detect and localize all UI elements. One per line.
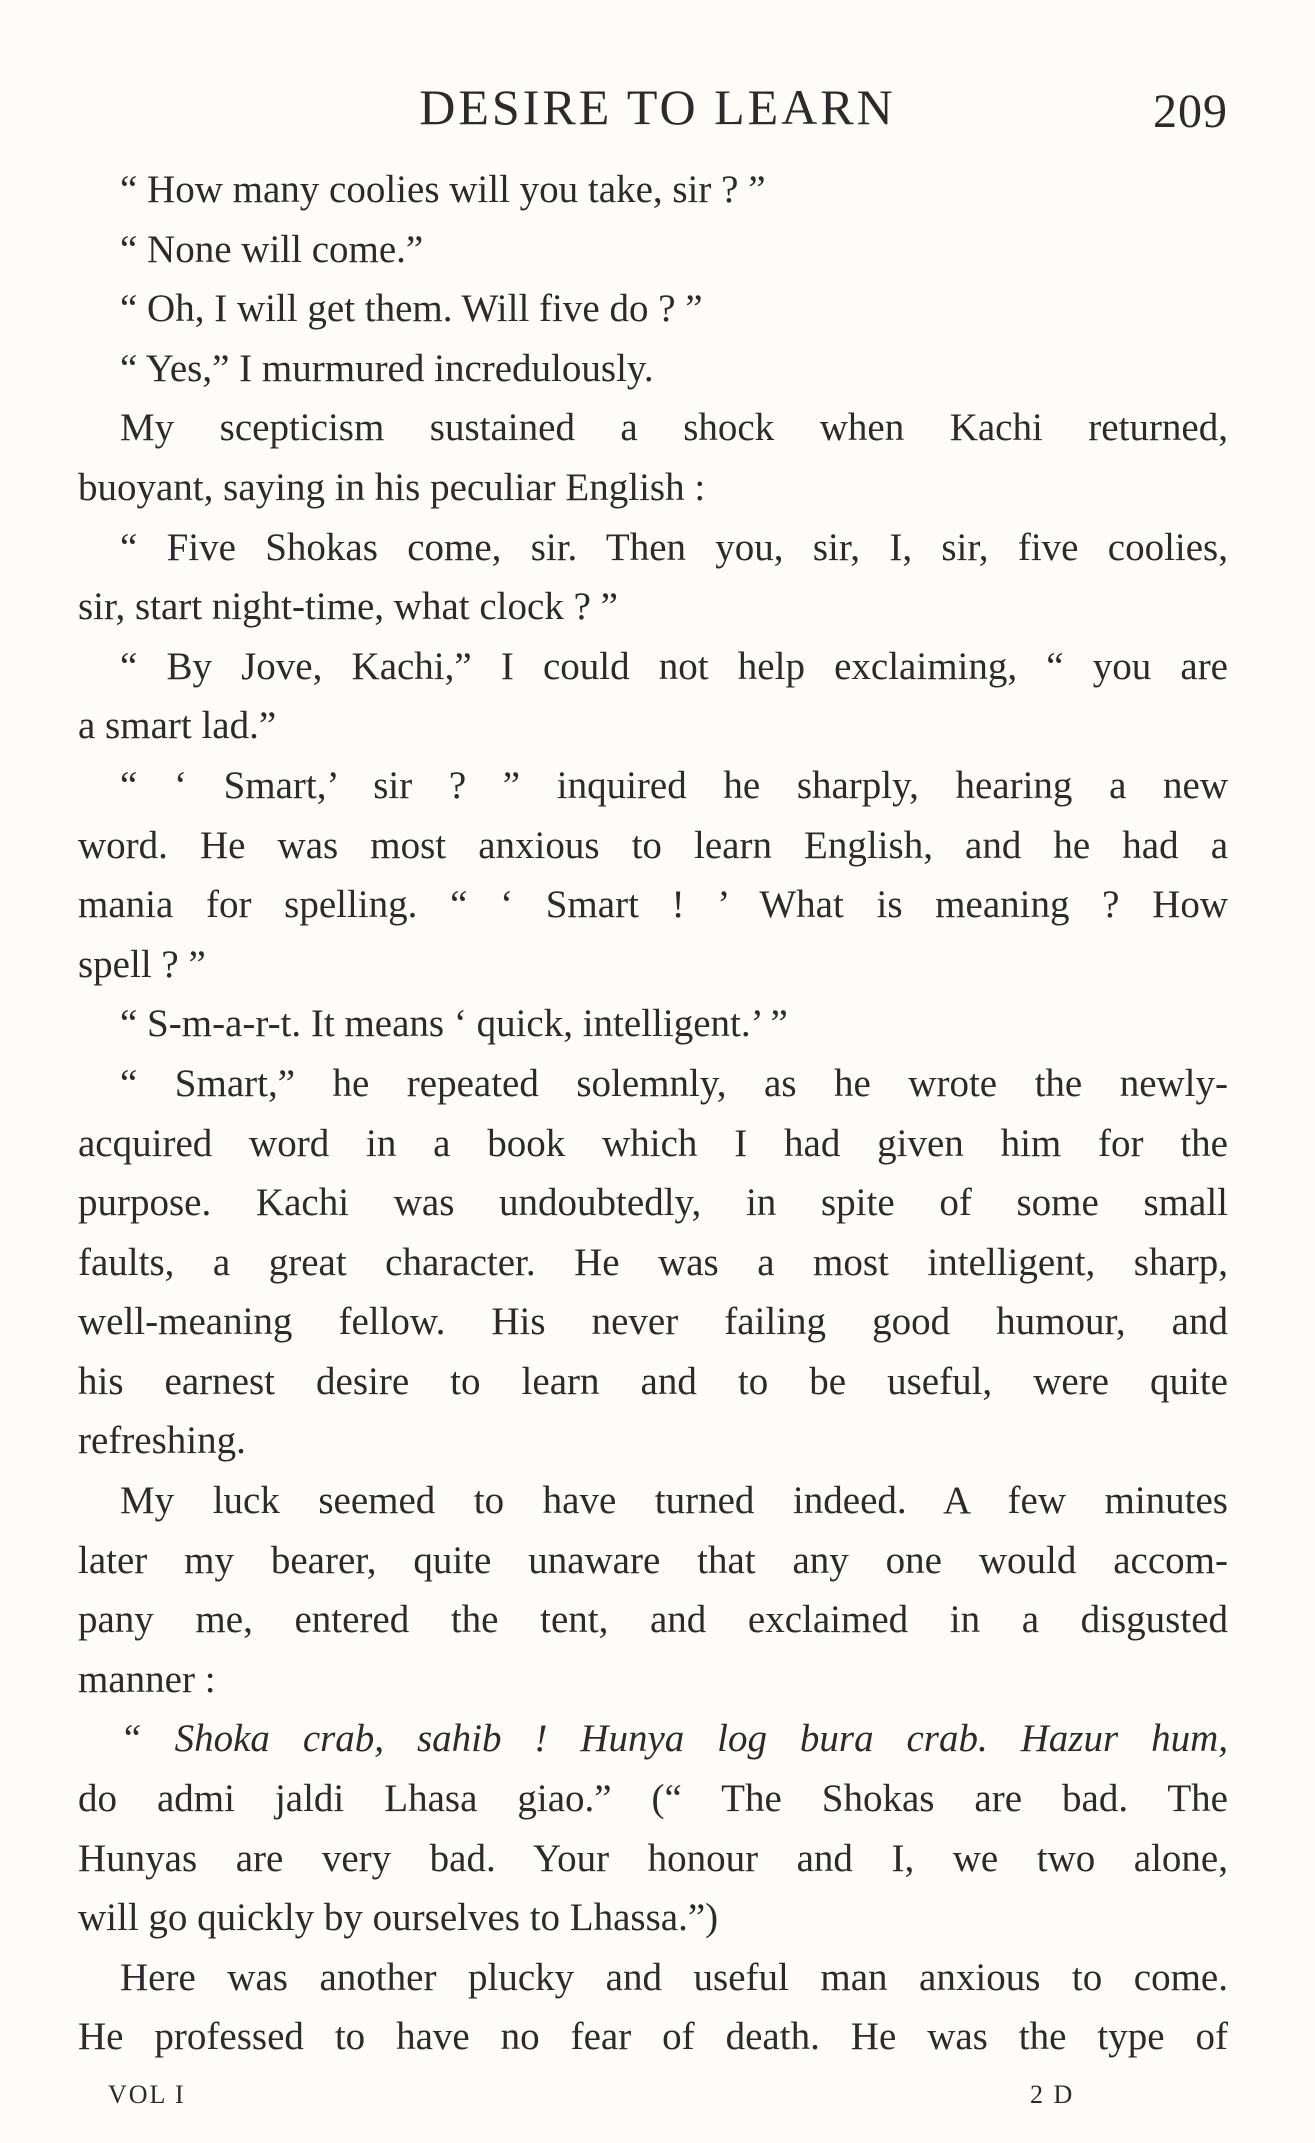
text-line: word. He was most anxious to learn English, and he had a <box>78 823 1228 867</box>
text-line: spell ? ” <box>78 942 206 986</box>
text-line: “ ‘ Smart,’ sir ? ” inquired he sharply, hearing a new <box>120 763 1228 807</box>
running-head <box>0 78 1315 138</box>
volume-mark: VOL I <box>108 2080 186 2109</box>
signature-mark: 2 D <box>1030 2080 1075 2109</box>
running-title: DESIRE TO LEARN <box>419 79 896 135</box>
text-line: “ Smart,” he repeated solemnly, as he wrote the newly- <box>120 1061 1228 1105</box>
text-line: pany me, entered the tent, and exclaimed in a disgusted <box>78 1598 1228 1642</box>
text-line: do admi jaldi Lhasa giao.” (“ The Shokas are bad. The <box>78 1777 1228 1821</box>
text-line: later my bearer, quite unaware that any one would accom- <box>78 1538 1228 1582</box>
text-line: Hunyas are very bad. Your honour and I, we two alone, <box>78 1836 1228 1880</box>
body-text <box>78 160 1228 2067</box>
text-line: He professed to have no fear of death. He was the type of <box>78 2015 1228 2059</box>
text-line: purpose. Kachi was undoubtedly, in spite of some small <box>78 1181 1228 1225</box>
text-line: Here was another plucky and useful man anxious to come. <box>120 1955 1228 1999</box>
text-line: a smart lad.” <box>78 704 277 748</box>
text-line: faults, a great character. He was a most intelligent, sharp, <box>78 1240 1228 1284</box>
text-line: “ Oh, I will get them. Will five do ? ” <box>120 287 703 331</box>
text-line: “ None will come.” <box>120 227 424 271</box>
text-line: sir, start night-time, what clock ? ” <box>78 585 618 629</box>
text-line: “ How many coolies will you take, sir ? ” <box>120 168 766 211</box>
text-line: My scepticism sustained a shock when Kachi returned, <box>120 406 1228 450</box>
page-footer <box>0 2080 1315 2120</box>
text-line: well-meaning fellow. His never failing good humour, and <box>78 1300 1228 1344</box>
text-line: “ Five Shokas come, sir. Then you, sir, I, sir, five coolies, <box>120 525 1228 569</box>
text-line: “ By Jove, Kachi,” I could not help exclaiming, “ you are <box>120 644 1228 688</box>
text-line: My luck seemed to have turned indeed. A few minutes <box>120 1479 1228 1523</box>
text-line: “ S-m-a-r-t. It means ‘ quick, intelligent.’ ” <box>120 1002 788 1046</box>
text-line: his earnest desire to learn and to be useful, were quite <box>78 1359 1228 1403</box>
text-line: will go quickly by ourselves to Lhassa.”) <box>78 1896 719 1940</box>
page-number: 209 <box>1153 85 1228 138</box>
text-line-italic: “ Shoka crab, sahib ! Hunya log bura crab. Hazur hum, <box>120 1717 1228 1761</box>
text-line: refreshing. <box>78 1419 246 1463</box>
text-line: mania for spelling. “ ‘ Smart ! ’ What is meaning ? How <box>78 883 1228 927</box>
text-line: “ Yes,” I murmured incredulously. <box>120 346 654 390</box>
text-line: acquired word in a book which I had given him for the <box>78 1121 1228 1165</box>
text-line: manner : <box>78 1657 216 1701</box>
text-line: buoyant, saying in his peculiar English : <box>78 465 706 509</box>
